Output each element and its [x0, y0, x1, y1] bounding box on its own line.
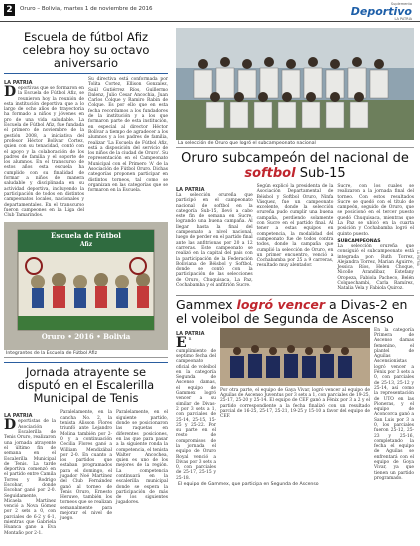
article-text: Según explicó la presidenta de la Asociación Departamental de Béisbol y Softbol Oruro, Ninfa Vásquez, fue un campeonato excelente, donde la selección orureña pudo cumplir una buena campaña, perdiendo solamente con Sucre en el partido final. Al tener a estas equipos en competencia, la modalidad del campeonato fue de todos contra todos, donde la campaña que cumplió la selección de Oruro, en un primer encuentro, venció a Cochabamba por 25 a 9 carreras, resultado muy alentador. [256, 184, 334, 269]
article-headline: Oruro subcampeón del nacional de softbol Sub-15 [181, 151, 409, 181]
photo-afiz-team [4, 222, 168, 350]
article-headline: Jornada atrayente se disputó en el Escalerilla Municipal de Tenis [4, 362, 168, 408]
article-subhead: SUBCAMPEONAS [337, 238, 381, 244]
left-column [4, 28, 168, 536]
side-tag: LA PATRIA [416, 250, 420, 266]
article-text: Sucre, con los cuales se realizaron a la jornada final del torneo. Con estos resultados Sucre se quedó con el título de campeón, seguido de Oruro, que se posicionó en el tercer puesto quedó Chuquisaca, mientras que La Paz se ubicó en la cuarta posición y Cochabamba logró el quinto puesto. [337, 184, 415, 237]
article-text: Paralelamente, en la cancha No. 2, la tenista Alisson Flores triunfó ante Lejandro Molina también por 2-0 y a continuación Cecilia Flores ganó a William Mendizábal por 2-0. En cuanto a los partidos que estaban programados para el domingo, el jugador Noé Martínez del Club Fernández ganó al torneo de Tenis Oruro, Ernesto Heruwe, también los torneos que se realizan semanalmente para mejorar el nivel de juego. [60, 410, 112, 522]
dropcap: D [4, 84, 17, 100]
article-text: La selección orureña que participó en el campeonato nacional de softbol en la categoría Sub-15, llevó a cabo este fin de semana en Sucre, logrando una buena campaña. Al llegar hasta la final del campeonato a nivel nacional, luego de perder en el partido final ante las anfitrionas por 20 a 12 carreras. Este campeonato se realizó en la capital del país con la participación de la Federación Boliviana de Béisbol y Softbol, donde se contó con la participación de las selecciones de Oruro, Chuquisaca, La Paz, Cochabamba y el anfitrión Sucre. [176, 193, 253, 289]
right-column [176, 28, 414, 488]
article-label: LA PATRIA [4, 413, 33, 420]
dateline: Oruro – Bolivia, martes 1 de noviembre de 2016 [20, 6, 153, 12]
article-afiz [4, 28, 168, 218]
article-headline: Escuela de fútbol Afiz celebra hoy su octavo aniversario [4, 28, 168, 74]
photo-caption: El equipo de Gammex, que participa en Segunda de Ascenso [178, 482, 319, 488]
article-body [176, 328, 414, 482]
article-body [4, 410, 168, 536]
dropcap: E [176, 334, 187, 351]
photo-caption: Integrantes de la Escuela de Fútbol Afiz [4, 350, 168, 358]
article-label: LA PATRIA [176, 330, 205, 337]
gammex-photo-graphic [220, 328, 370, 386]
article-voleibol [176, 295, 414, 489]
article-tenis [4, 362, 168, 536]
dropcap: D [4, 417, 17, 434]
banner-sub: Afiz [79, 241, 93, 249]
article-text: La selección orureña que consiguió el subcampeonato está integrada por: Ruth Torrez, Alejandra Torrez, Marian Aguirre, Jessica Ríos, Helen Choque, Nicolle Arandibar, Estefany Oropeza, Fabiola Pacheco, Belén Colquechambi, Carla Ramírez, Natalia Vela y Fabiola Quiroz. [337, 243, 415, 292]
photo-gammex-team [220, 328, 370, 386]
article-text: Deportivas que se formaron en la Escuela de Fútbol Afiz, se reunieron hoy la reunión de esta institución deportiva que a lo largo de ocho años de trayectoria ha formado a niños y jóvenes en pro de una vida saludable. La Escuela de Fútbol Afiz, fue fundada el primero de noviembre de la gestión 2008, a iniciativa del profesor Héctor Bolívar Cortez, quien con su tenacidad, contó con el apoyo y la colaboración de los padres de familia y el soporte de los alumnos. En el transcurso de estos años esta escuela ha cumplido con su finalidad de formar a niños de manera saludable y disciplinada en su actividad deportiva, incluyendo la participación de todos en distintos campeonatos locales, nacionales y departamentales. En el transcurso fueron campeones en la Liga del Club Tamarindos. [4, 84, 84, 219]
article-text: Por otra parte, el equipo de Gaya Vivar, logró vencer al equipo de Aguilas de Ascenso Juventus por 3 sets a 1, con parciales de 19-25, 25-17, 25-20 y 25-14. El equipo de CEF ganó a Fénix por 3 a 2 y el partido correspondiente a la fecha finalizó con un resultado parcial de 16-25, 25-17, 25-21, 19-25 y 15-10 a favor del equipo de CEF. [220, 387, 370, 420]
softbol-photo-graphic [176, 28, 414, 140]
article-body [4, 77, 168, 218]
article-label: LA PATRIA [176, 187, 205, 193]
article-text: Deportistas de la Asociación Escalerilla de Tenis Oruro, realizaron una jornada atrayente el último fin de semana en el Escalerilla Municipal de Tenis. La tarde deportiva comenzó en el partido entre Camila Torres y Rodrigo Escobar, donde Escobar ganó por 2-0. Seguidamente, Micaela Martínez venció a Nova Gómez por 2 sets a 0, con parciales de 6-2 y 6-1, mientras que Gabriela Huanca gano a Eva Montaño por 2-1. [4, 417, 56, 536]
article-text: En cumplimiento de septimo fecha del campeonato oficial de voleibol en la categoría Segunda de Ascenso damas, el equipo de Gammex logró vencer a su similar de Divas-2 por 3 sets a 1, con parciales de 25-14, 25-15, 15-25 y 25-22. Por su parte en el resto de compromisos de la jornada el equipo de Oruro Royal venció a Divas por 3 sets a 0, con parciales de 25-17, 25-15 y 25-18. [176, 334, 216, 481]
article-text: Su directiva está conformada por Tolita Cortez, Ellison Gonzalez, Saúl Gutiérrez Ríos, Guillermo Dalenz, Julio Cesar Ancochia, Juan Carlos Colque y Ramiro Rabin de Colque. Es por ello que en esta fecha recordamos a los fundadores de la institución y a los que formaron parte de esta institución, en especial al director Héctor Bolívar a tiempo de agradecer a los alumnos y a los padres de familia, realizar 'La Escuela de Fútbol Afiz, está a disposición del servicio de los niños de la ciudad de Oruro'. Su representación en el Campeonato Municipal con el Primero 'A' de la Asociación de Fútbol Oruro. Dichas categorías proponen participar en distintos torneos, tal como se organizan en las categorías que se formaron en la Escuela. [88, 77, 168, 194]
photo-caption: La selección de Oruro que logró el subcampeonato nacional [176, 140, 414, 148]
article-body [176, 184, 414, 292]
logo-sup: Suplemento [390, 2, 412, 6]
logo-main: Deportivo [350, 5, 412, 18]
supplement-logo [351, 2, 412, 21]
article-text: En la categoría Primera de Ascenso damas femenino, el plantel de Aguilas Ascensionistas logró vencer a Fénix por 3 sets a 0, con parciales de 25-13, 25-12 y 25-14, así como la representación de UTO en las Pioneras, y el equipo de Aconcorca ganó a San Luis por 3 a 0, los parciales fueron 25-12, 25-23 y 25-16, completando la fecha el equipo de Aguilas se enfrentará con el equipo de Goya Vivar, ya que tienen un partido programado. [374, 327, 414, 481]
page-header [0, 0, 420, 22]
banner-title: Escuela de Fútbol [51, 231, 121, 241]
page-number: 2 [4, 4, 15, 16]
article-label: LA PATRIA [4, 80, 33, 86]
article-text: Paralelamente, en el siguiente partido, donde se posicionaron las raquetas en diferentes posiciones, en las que para pasar a la siguiente ronda la competencia, el tenista Walter Ancochea, quien es uno de los mejores de la región. La competencia continuará en la escalerilla municipal donde se espera la participación de más de los siguientes jugadores. [116, 410, 168, 506]
banner-footer: Oruro • 2016 • Bolivia [41, 332, 131, 342]
article-headline: Gammex logró vencer a Divas-2 en el voleibol de Segunda de Ascenso [176, 295, 414, 328]
logo-sub: LA PATRIA [394, 17, 412, 21]
article-softbol [176, 148, 414, 292]
photo-softbol-team [176, 28, 414, 140]
